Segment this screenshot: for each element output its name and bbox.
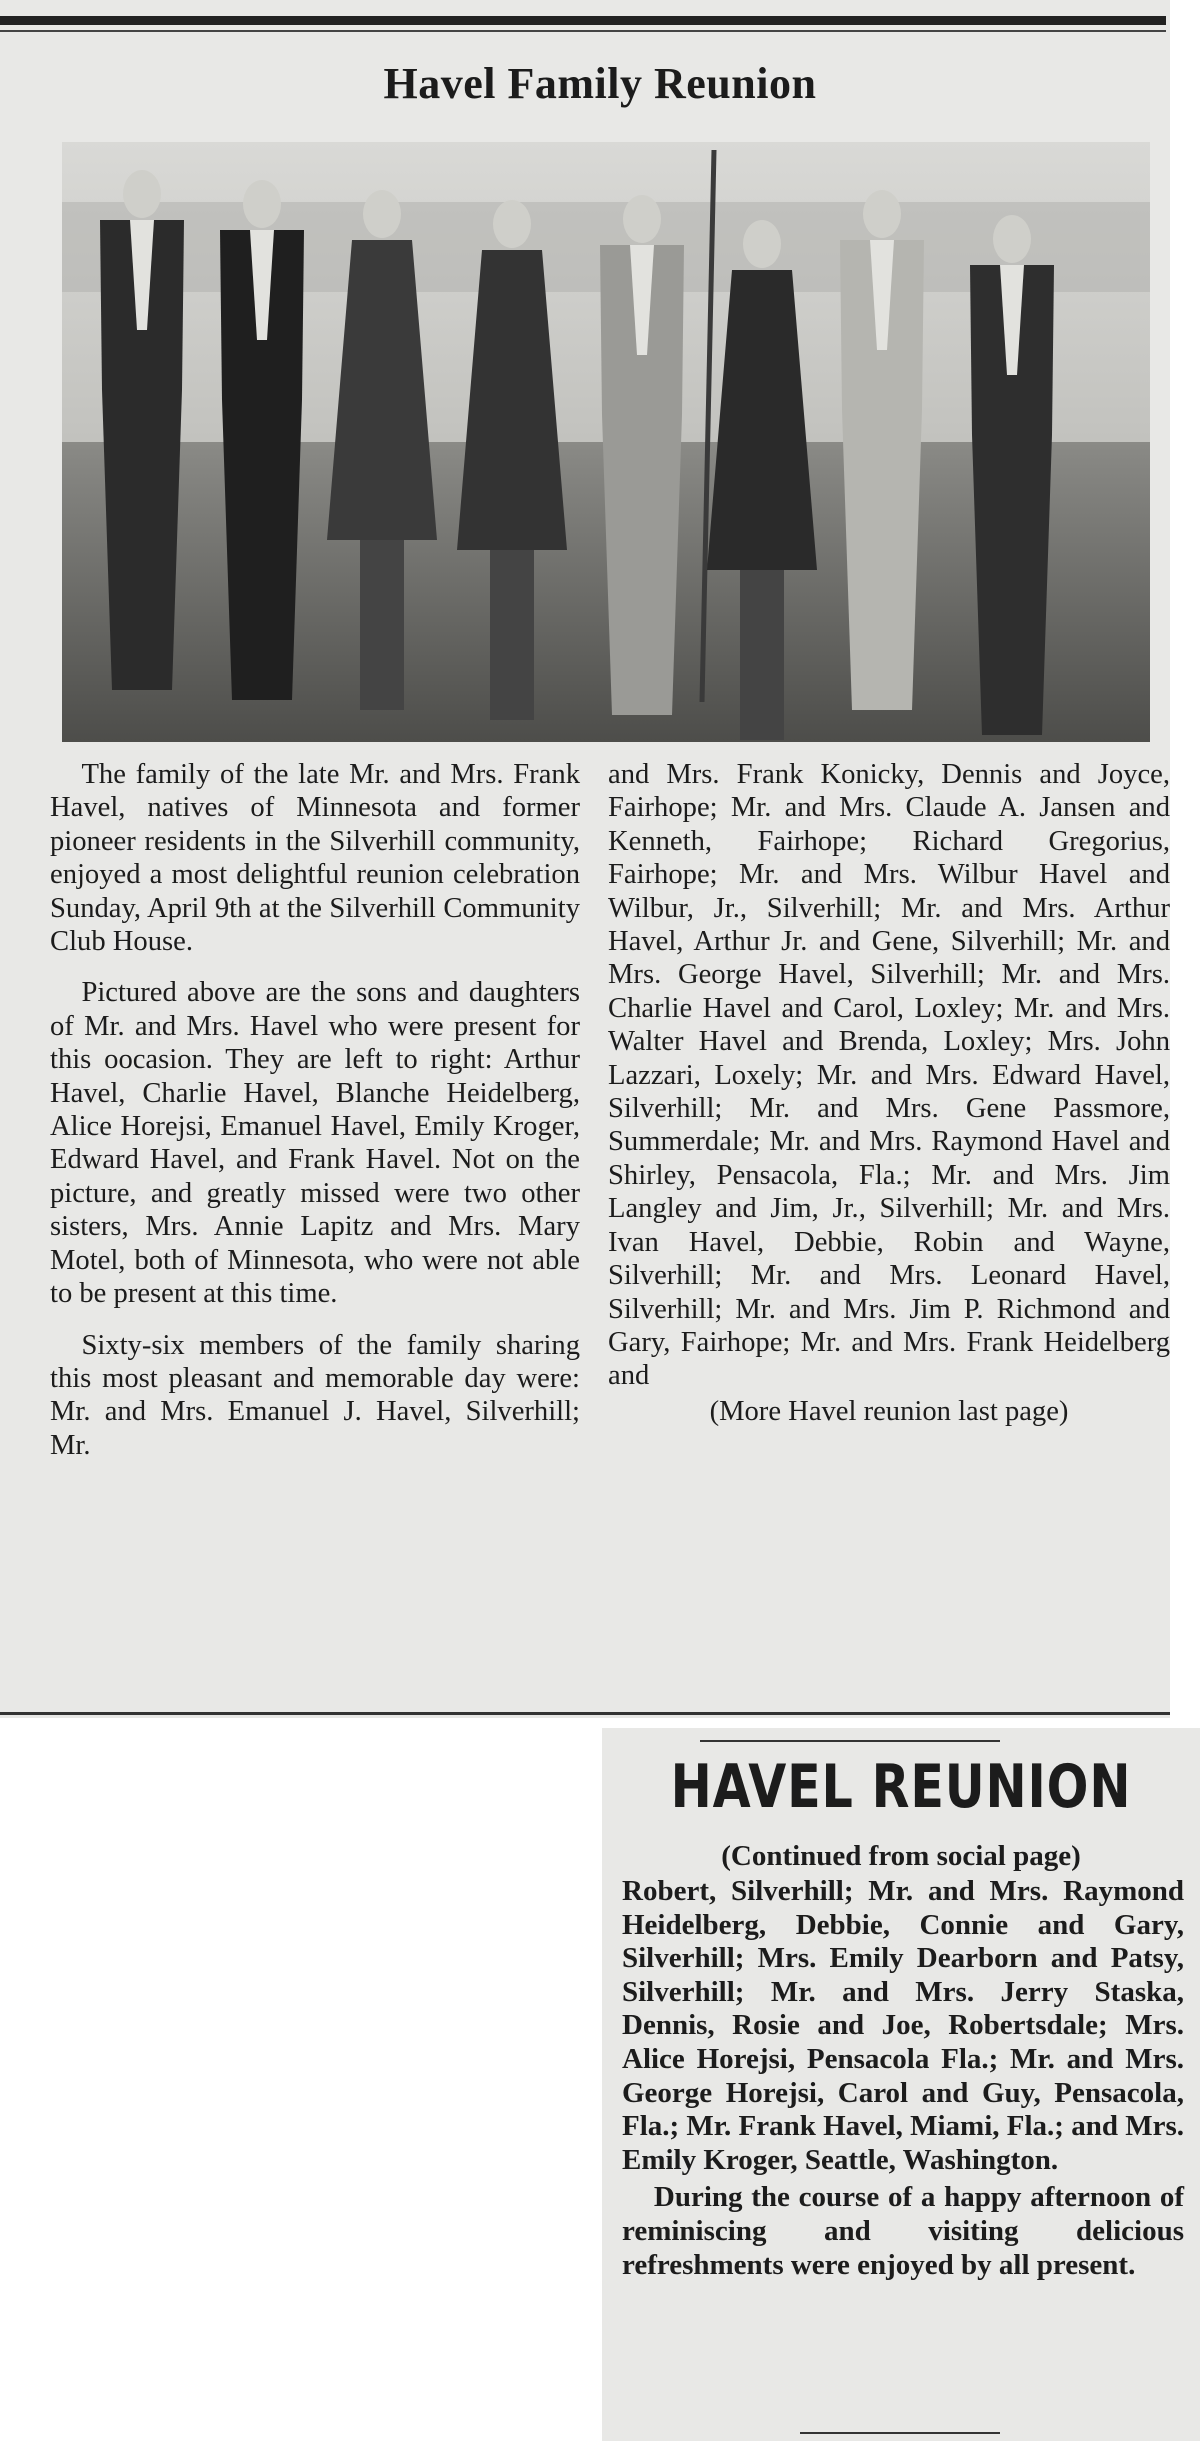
- continuation-paragraph: Robert, Silverhill; Mr. and Mrs. Raymond Heidelberg, Debbie, Connie and Gary, Silverhill; Mrs. Emily Dearborn and Patsy, Silverhill; Mr. and Mrs. Jerry Staska, Dennis, Rosie and Joe, Robertsdale; Mrs. Alice Horejsi, Pensacola Fla.; Mr. and Mrs. George Horejsi, Carol and Guy, Pensacola, Fla.; Mr. Frank Havel, Miami, Fla.; and Mrs. Emily Kroger, Seattle, Washington.: [622, 1875, 1184, 2176]
- photo-person: [220, 180, 304, 700]
- continuation-subtitle: (Continued from social page): [721, 1840, 1081, 1872]
- photo-person: [970, 215, 1054, 735]
- article-left-column: [50, 758, 580, 1462]
- article-paragraph: The family of the late Mr. and Mrs. Frank Havel, natives of Minnesota and former pioneer residents in the Silverhill community, enjoyed a most delightful reunion celebration Sunday, April 9th at the Silverhill Community Club House.: [50, 759, 580, 958]
- continuation-top-rule: [700, 1740, 1000, 1742]
- continuation-bottom-rule: [800, 2432, 1000, 2434]
- photo-person: [100, 170, 184, 690]
- article-paragraph: Sixty-six members of the family sharing this most pleasant and memorable day were: Mr. and Mrs. Emanuel J. Havel, Silverhill; Mr.: [50, 1329, 580, 1461]
- top-rule: [0, 16, 1166, 25]
- continuation-paragraph: During the course of a happy afternoon of reminiscing and visiting delicious refreshments were enjoyed by all present.: [622, 2181, 1184, 2281]
- photo-person: [600, 195, 684, 715]
- bottom-rule: [0, 1712, 1170, 1715]
- top-rule-thin: [0, 30, 1166, 32]
- article-right-column: [608, 758, 1170, 1428]
- family-photo: [62, 142, 1150, 742]
- article-paragraph: Pictured above are the sons and daughters of Mr. and Mrs. Havel who were present for this oocasion. They are left to right: Arthur Havel, Charlie Havel, Blanche Heidelberg, Alice Horejsi, Emanuel Havel, Emily Kroger, Edward Havel, and Frank Havel. Not on the picture, and greatly missed were two other sisters, Mrs. Annie Lapitz and Mrs. Mary Motel, both of Minnesota, who were not able to be present at this time.: [50, 977, 580, 1310]
- article-paragraph: and Mrs. Frank Konicky, Dennis and Joyce, Fairhope; Mr. and Mrs. Claude A. Jansen and Kenneth, Fairhope; Richard Gregorius, Fairhope; Mr. and Mrs. Wilbur Havel and Wilbur, Jr., Silverhill; Mr. and Mrs. Arthur Havel, Arthur Jr. and Gene, Silverhill; Mr. and Mrs. George Havel, Silverhill; Mr. and Mrs. Charlie Havel and Carol, Loxley; Mr. and Mrs. Walter Havel and Brenda, Loxley; Mrs. John Lazzari, Loxely; Mr. and Mrs. Edward Havel, Silverhill; Mr. and Mrs. Gene Passmore, Summerdale; Mr. and Mrs. Raymond Havel and Shirley, Pensacola, Fla.; Mr. and Mrs. Jim Langley and Jim, Jr., Silverhill; Mr. and Mrs. Ivan Havel, Debbie, Robin and Wayne, Silverhill; Mr. and Mrs. Leonard Havel, Silverhill; Mr. and Mrs. Jim P. Richmond and Gary, Fairhope; Mr. and Mrs. Frank Heidelberg and: [608, 759, 1170, 1392]
- article-headline: Havel Family Reunion: [383, 59, 817, 108]
- continued-note: (More Havel reunion last page): [709, 1395, 1069, 1427]
- photo-person: [840, 190, 924, 710]
- continuation-title: HAVEL REUNION: [670, 1752, 1132, 1822]
- continuation-body: [622, 1875, 1184, 2282]
